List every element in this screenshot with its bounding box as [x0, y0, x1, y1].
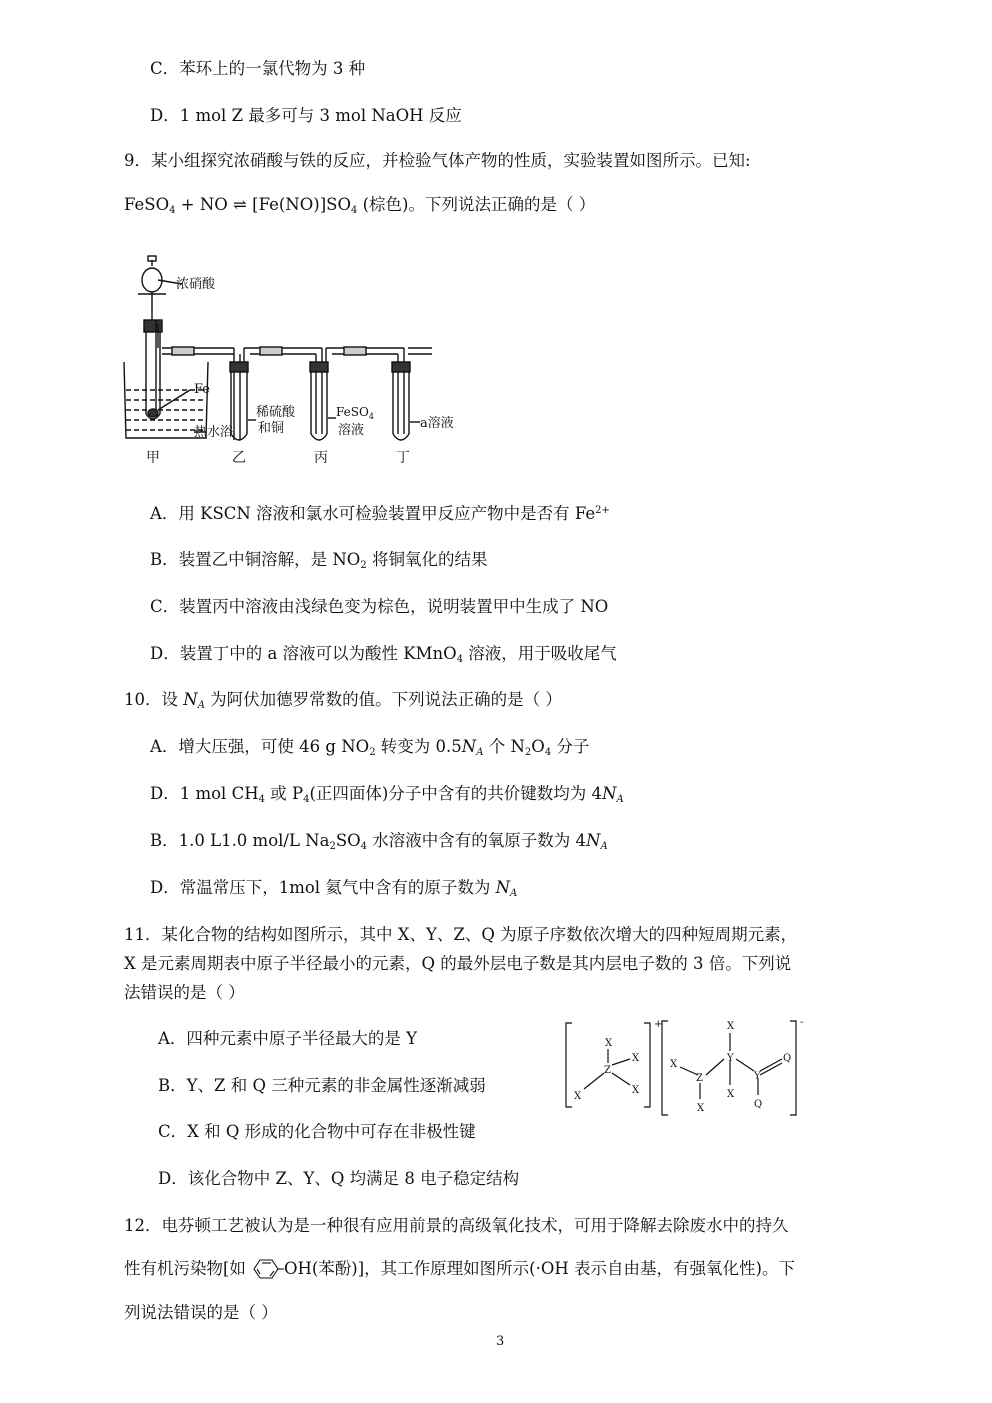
label-bing-line1: FeSO$_4$ — [336, 405, 374, 421]
page-number: 3 — [496, 1334, 505, 1349]
option-b10: B．1.0 L1.0 mol/L $Na_2SO_4$ 水溶液中含有的氧原子数为 $4N_A$ — [150, 831, 608, 852]
struct-left-charge: + — [654, 1019, 663, 1030]
question-9-stem: 9．某小组探究浓硝酸与铁的反应，并检验气体产物的性质，实验装置如图所示。已知: — [124, 151, 751, 170]
option-d9: D．装置丁中的 a 溶液可以为酸性 KMnO$_4$ 溶液，用于吸收尾气 — [150, 644, 617, 665]
name-bing: 丙 — [314, 450, 328, 466]
struct-left-z: Z — [604, 1065, 611, 1076]
option-d10-second: D．常温常压下，1mol 氦气中含有的原子数为 $N_A$ — [150, 878, 518, 899]
question-12-stem-1: 12．电芬顿工艺被认为是一种很有应用前景的高级氧化技术，可用于降解去除废水中的持久 — [124, 1216, 789, 1235]
label-yi-line2: 和铜 — [258, 421, 285, 436]
name-yi: 乙 — [232, 450, 246, 466]
struct-right-z: Z — [696, 1073, 703, 1084]
label-fe: Fe — [194, 382, 211, 397]
option-c11: C．X 和 Q 形成的化合物中可存在非极性键 — [158, 1122, 476, 1141]
question-10-stem: 10．设 $N_A$ 为阿伏加德罗常数的值。下列说法正确的是（ ） — [124, 690, 562, 711]
option-c9: C．装置丙中溶液由浅绿色变为棕色，说明装置甲中生成了 NO — [150, 597, 609, 616]
struct-right-x-top: X — [727, 1021, 735, 1032]
option-d10-first: D．1 mol $CH_4$ 或 $P_4$(正四面体)分子中含有的共价键数均为 $4N_A$ — [150, 784, 624, 805]
struct-left-x-top: X — [605, 1038, 613, 1049]
apparatus-figure — [118, 250, 458, 475]
structure-figure — [560, 1015, 820, 1125]
option-a9: A．用 KSCN 溶液和氯水可检验装置甲反应产物中是否有 $Fe^{2+}$ — [150, 504, 610, 523]
label-concentrated-nitric-acid: 浓硝酸 — [176, 277, 216, 292]
option-c8: C．苯环上的一氯代物为 3 种 — [150, 59, 366, 78]
struct-left-x-right1: X — [632, 1053, 640, 1064]
label-bing-line2: 溶液 — [338, 423, 365, 438]
option-d11: D．该化合物中 Z、Y、Q 均满足 8 电子稳定结构 — [158, 1169, 520, 1188]
question-9-equation: FeSO$_4$ + NO ⇌ $[Fe(NO)]SO_4$ (棕色)。下列说法正确的是（ ） — [124, 195, 596, 216]
struct-right-x-bottom: X — [697, 1103, 705, 1114]
struct-right-x-left: X — [670, 1059, 678, 1070]
option-d8: D．1 mol Z 最多可与 3 mol NaOH 反应 — [150, 106, 462, 125]
label-ding: a溶液 — [420, 416, 454, 431]
struct-right-charge: - — [800, 1017, 804, 1028]
name-jia: 甲 — [146, 450, 160, 466]
struct-right-y1: Y — [727, 1053, 734, 1064]
question-12-stem-3: 列说法错误的是（ ） — [124, 1303, 278, 1322]
option-b11: B．Y、Z 和 Q 三种元素的非金属性逐渐减弱 — [158, 1076, 486, 1095]
struct-right-q1: Q — [783, 1053, 792, 1064]
struct-right-y2: Y — [754, 1071, 761, 1082]
struct-left-x-bottom: X — [574, 1091, 582, 1102]
label-yi-line1: 稀硫酸 — [256, 405, 296, 420]
question-11-stem-2: X 是元素周期表中原子半径最小的元素，Q 的最外层电子数是其内层电子数的 3 倍。下列说 — [124, 954, 792, 973]
struct-right-x-mid: X — [727, 1089, 735, 1100]
struct-right-q2: Q — [754, 1099, 763, 1110]
name-ding: 丁 — [396, 450, 410, 466]
question-12-stem-2: 性有机污染物[如 OH(苯酚)]，其工作原理如图所示(·OH 表示自由基，有强氧化性)。下 — [124, 1259, 795, 1278]
option-a11: A．四种元素中原子半径最大的是 Y — [158, 1029, 418, 1048]
struct-left-x-right2: X — [632, 1085, 640, 1096]
label-hot-water-bath: 热水浴 — [194, 425, 234, 440]
option-b9: B．装置乙中铜溶解，是 $NO_2$ 将铜氧化的结果 — [150, 550, 488, 571]
benzene-ring-icon — [246, 1258, 284, 1280]
option-a10: A．增大压强，可使 46 g $NO_2$ 转变为 $0.5N_A$ 个 $N_2O_4$ 分子 — [150, 737, 590, 758]
question-11-stem-1: 11．某化合物的结构如图所示，其中 X、Y、Z、Q 为原子序数依次增大的四种短周期元素， — [124, 925, 798, 944]
question-11-stem-3: 法错误的是（ ） — [124, 983, 245, 1002]
